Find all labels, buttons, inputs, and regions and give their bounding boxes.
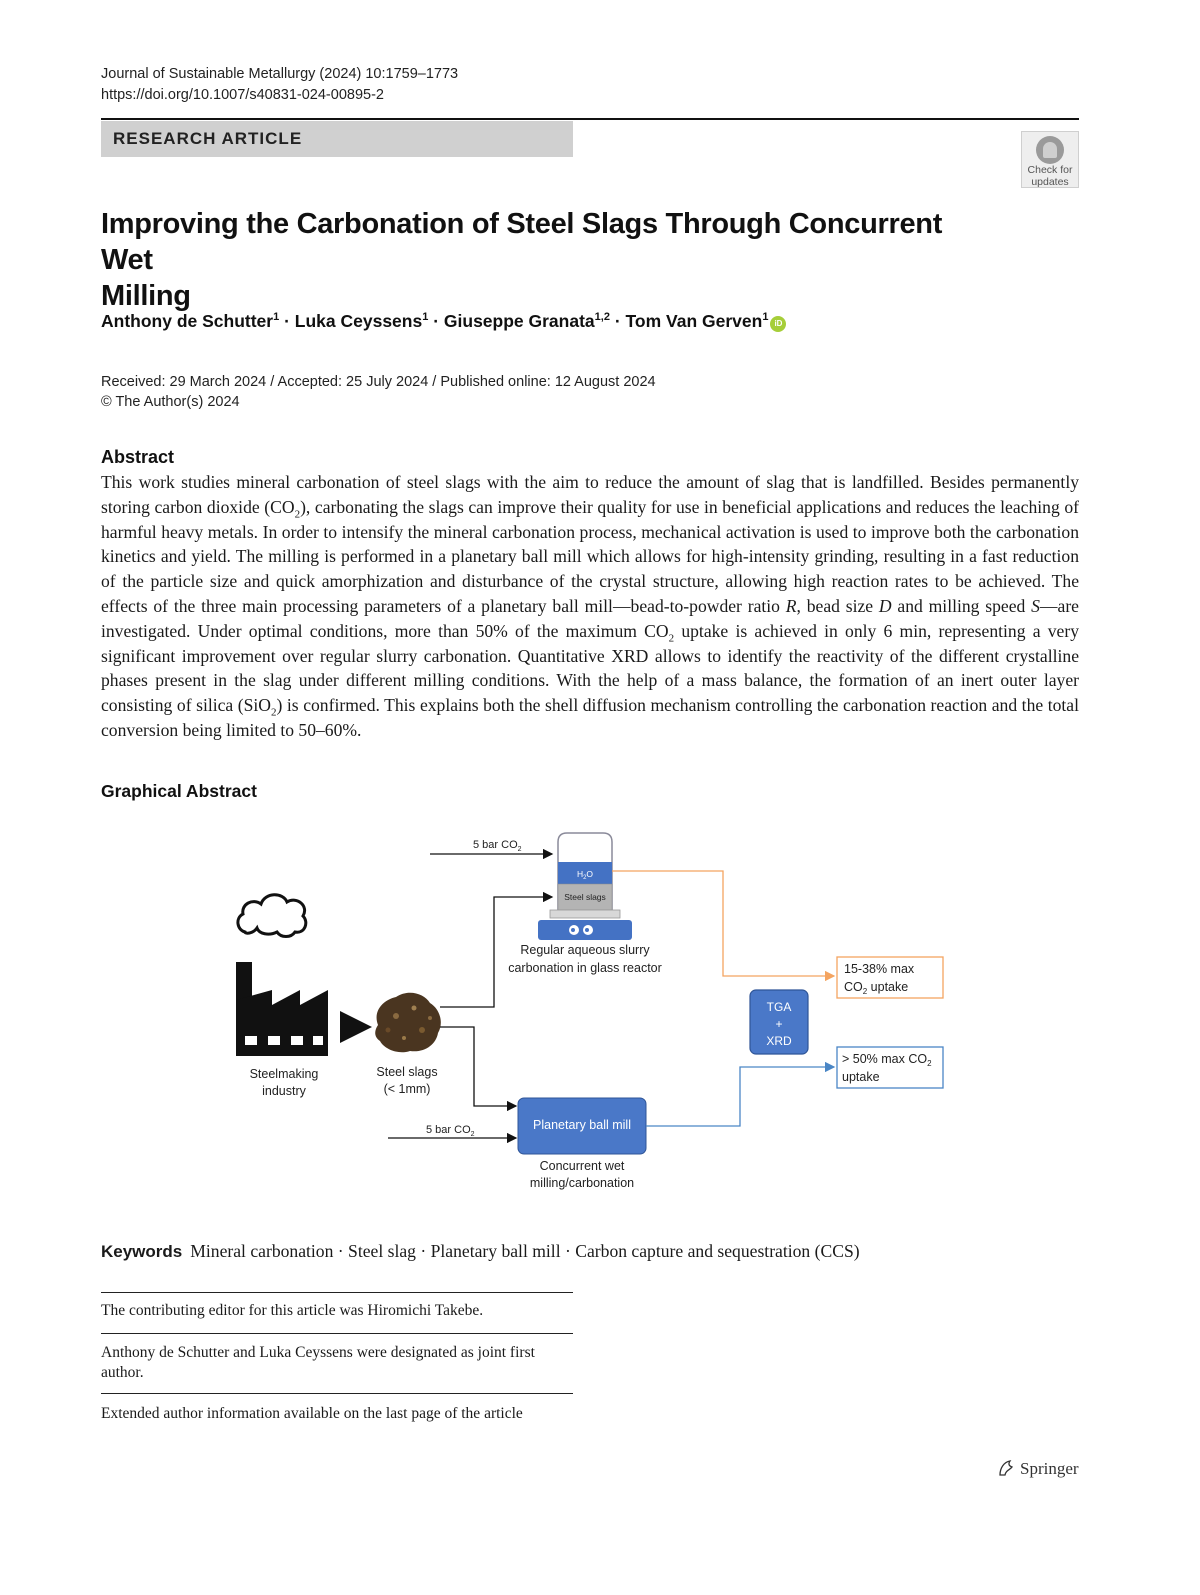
check-for-updates-badge[interactable] — [1021, 131, 1079, 188]
subscript: 2 — [271, 706, 277, 719]
mill-caption-2: milling/carbonation — [529, 1176, 635, 1190]
subscript: 2 — [668, 632, 675, 645]
xrd-label: XRD — [766, 1034, 792, 1048]
result-mill-line1: > 50% $\max CO_2$ — [842, 1052, 932, 1068]
article-title — [101, 206, 1001, 314]
orcid-icon[interactable]: iD — [770, 316, 786, 332]
author-name[interactable]: Tom Van Gerven — [625, 311, 763, 331]
reactor-caption-1: Regular aqueous slurry — [520, 943, 650, 957]
arrow-slag-to-mill — [440, 1027, 516, 1106]
result-mill-line2: uptake — [842, 1070, 880, 1084]
doi-link[interactable]: https://doi.org/10.1007/s40831-024-00895-2 — [101, 87, 384, 103]
author-affiliation: 1 — [762, 311, 769, 324]
mill-label: Planetary ball mill — [533, 1118, 631, 1132]
springer-horse-icon — [996, 1458, 1016, 1478]
keywords-label: Keywords — [101, 1242, 183, 1261]
author-name[interactable]: Anthony de Schutter — [101, 311, 274, 331]
variable-d: D — [878, 595, 892, 616]
history-dates: Received: 29 March 2024 / Accepted: 25 July 2024 / Published online: 12 August 2024 — [101, 374, 656, 390]
abstract-text: , bead size — [796, 595, 879, 616]
h2o-label: $H_2O$ — [576, 869, 594, 881]
slag-label-1: Steel slags — [376, 1065, 438, 1079]
footnote-joint-author: Anthony de Schutter and Luka Ceyssens were designated as joint first author. — [101, 1344, 535, 1381]
author-name[interactable]: Giuseppe Granata — [443, 311, 595, 331]
abstract-text: This work studies mineral carbonation of steel slags with the aim to reduce the amount of slag that is landfilled. Besides permanently storing carbon dioxide (CO — [101, 472, 1079, 517]
abstract-text: —are investigated. Under optimal conditions, more than 50% of the maximum CO — [101, 595, 1079, 641]
publication-dates — [101, 372, 656, 412]
article-type-label: RESEARCH ARTICLE — [113, 129, 303, 148]
check-badge-line1: Check for — [1027, 164, 1073, 176]
graphical-abstract-diagram — [200, 820, 960, 1210]
slag-label-2: (< 1mm) — [383, 1082, 431, 1096]
author-affiliation: 1,2 — [594, 311, 610, 324]
footnote-author-info: Extended author information available on the last page of the article — [101, 1405, 523, 1422]
abstract-text: uptake is achieved in only 6 min, representing a very significant improvement over regular slurry carbonation. Quantitative XRD allows to identify the reactivity of the different crystalline phases present in the slag under different milling conditions. With the help of a mass balance, the formation of an inert outer layer consisting of silica (SiO — [101, 620, 1079, 716]
abstract-text: ) is confirmed. This explains both the shell diffusion mechanism controlling the carbonation reaction and the total conversion being limited to 50–60%. — [101, 695, 1079, 740]
footnote-editor: The contributing editor for this article was Hiromichi Takebe. — [101, 1302, 484, 1319]
industry-label-2: industry — [262, 1084, 306, 1098]
keywords — [101, 1241, 860, 1262]
title-line-2: Milling — [101, 280, 191, 312]
footnote-rule — [101, 1292, 573, 1293]
author-affiliation: 1 — [422, 311, 429, 324]
footnote-rule — [101, 1393, 573, 1394]
subscript: 2 — [294, 508, 301, 521]
arrow-mill-to-result — [646, 1067, 834, 1126]
result-reactor-line2: $CO_2$ uptake — [844, 980, 909, 996]
author-affiliation: 1 — [273, 311, 280, 324]
result-reactor-line1: 15-38% max — [844, 962, 915, 976]
journal-citation: Journal of Sustainable Metallurgy (2024) 10:1759–1773 — [101, 66, 459, 82]
graphical-abstract-heading: Graphical Abstract — [101, 781, 257, 801]
keywords-text: Mineral carbonation · Steel slag · Planetary ball mill · Carbon capture and sequestration (CCS) — [190, 1241, 860, 1261]
publisher-logo — [996, 1458, 1079, 1479]
check-updates-icon — [1036, 136, 1064, 164]
slag-rock-image — [375, 993, 441, 1053]
journal-header — [101, 64, 458, 106]
header-rule — [101, 118, 1079, 120]
industry-label-1: Steelmaking — [249, 1067, 319, 1081]
author-list: Anthony de Schutter$^1$ · Luka Ceyssens$^1$ · Giuseppe Granata$^{1,2}$ · Tom Van Gerven$^1$iD — [101, 311, 786, 332]
co2-label-top: 5 bar $CO_2$ — [473, 839, 522, 853]
variable-r: R — [785, 595, 797, 616]
variable-s: S — [1031, 595, 1040, 616]
abstract-body — [101, 470, 1079, 743]
author-name[interactable]: Luka Ceyssens — [294, 311, 423, 331]
co2-label-bottom: 5 bar $CO_2$ — [426, 1124, 475, 1138]
copyright-line: © The Author(s) 2024 — [101, 394, 240, 410]
mill-caption-1: Concurrent wet — [539, 1159, 625, 1173]
abstract-heading: Abstract — [101, 447, 175, 467]
tga-label: TGA — [766, 1000, 792, 1014]
plus-label: + — [775, 1017, 783, 1031]
title-line-1: Improving the Carbonation of Steel Slags Through Concurrent Wet — [101, 208, 943, 276]
publisher-name: Springer — [1020, 1459, 1079, 1478]
abstract-text: ), carbonating the slags can improve their quality for use in beneficial applications and reduces the leaching of harmful heavy metals. In order to intensify the mineral carbonation process, mechanical activation is used to improve both the carbonation kinetics and yield. The milling is performed in a planetary ball mill which allows for high-intensity grinding, resulting in a fast reduction of the particle size and quick amorphization and disturbance of the crystal structure, allowing high reaction rates to be achieved. The effects of the three main processing parameters of a planetary ball mill—bead-to-powder ratio — [101, 496, 1079, 616]
steel-slags-box-label: Steel slags — [564, 892, 606, 902]
glass-reactor — [538, 833, 632, 940]
check-badge-line2: updates — [1031, 175, 1069, 188]
footnote-rule — [101, 1333, 573, 1334]
abstract-text: and milling speed — [891, 595, 1032, 616]
reactor-caption-2: carbonation in glass reactor — [508, 961, 662, 975]
factory-icon — [236, 895, 328, 1056]
article-type-band — [101, 121, 573, 157]
